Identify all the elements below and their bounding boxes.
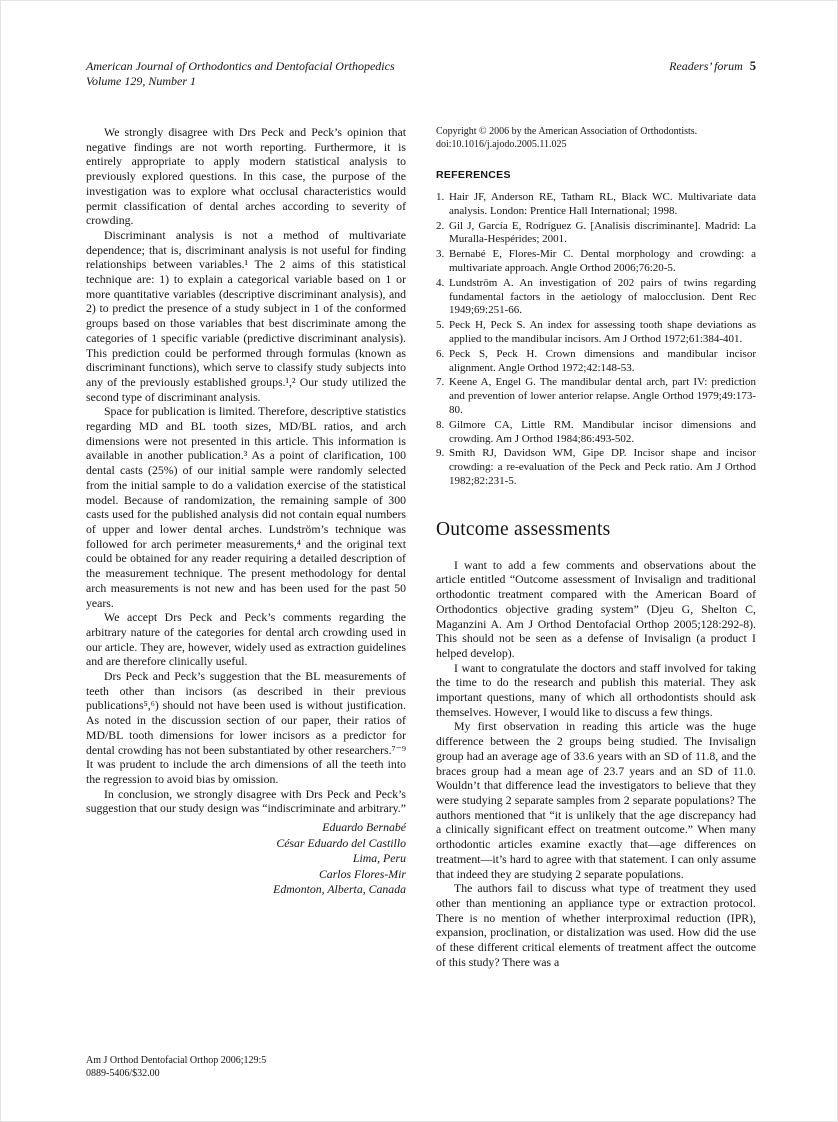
reference-item xyxy=(436,447,756,488)
reference-number: 3. xyxy=(436,248,445,261)
reference-number: 4. xyxy=(436,276,445,289)
paragraph: In conclusion, we strongly disagree with Drs Peck and Peck’s suggestion that our study design was “indiscriminate and arbitrary.” xyxy=(86,786,406,816)
journal-volume-line: Volume 129, Number 1 xyxy=(86,74,196,88)
right-column xyxy=(436,125,756,969)
paragraph: Discriminant analysis is not a method of multivariate dependence; that is, discriminant analysis is not useful for finding relationships between variables.¹ The 2 aims of this statistical technique are: 1) to explain a categorical variable based on 1 or more quantitative variables (descriptive discriminant analysis), and 2) to predict the presence of a study subject in 1 of the conformed groups based on those variables that best discriminate among the categories of 1 specific variable (predictive discriminant analysis). This prediction could be performed through formulas (known as discriminant functions), which serve to classify study subjects into any of the previously established groups.¹,² Our study utilized the second type of discriminant analysis. xyxy=(86,227,406,404)
page-header xyxy=(86,59,756,89)
signature-line: Carlos Flores-Mir xyxy=(318,866,406,881)
running-head xyxy=(669,59,756,74)
reference-item xyxy=(436,348,756,376)
reference-text: Keene A, Engel G. The mandibular dental arch, part IV: prediction and prevention of lower anterior relapse. Angle Orthod 1979;49:173-80. xyxy=(449,376,756,416)
signature-block xyxy=(86,820,406,898)
two-column-body xyxy=(86,125,756,969)
reference-number: 6. xyxy=(436,347,445,360)
reference-text: Lundström A. An investigation of 202 pairs of twins regarding fundamental factors in the aetiology of malocclusion. Dent Rec 1949;69:251-66. xyxy=(449,276,756,317)
reference-item xyxy=(436,220,756,248)
journal-title: American Journal of Orthodontics and Dentofacial Orthopedics xyxy=(86,59,395,73)
reference-item xyxy=(436,319,756,347)
page-number: 5 xyxy=(749,59,756,73)
doi-line: doi:10.1016/j.ajodo.2005.11.025 xyxy=(436,139,567,150)
paragraph: The authors fail to discuss what type of treatment they used other than mentioning an appliance type or extraction protocol. There is no mention of whether interproximal reduction (IPR), expansion, proclination, or distalization was used. How did the use of these different critical elements of treatment affect the outcome of this study? There was a xyxy=(436,881,756,969)
section-name: Readers’ forum xyxy=(669,59,743,73)
references-heading: REFERENCES xyxy=(436,169,511,181)
left-column xyxy=(86,125,406,969)
paragraph: We accept Drs Peck and Peck’s comments regarding the arbitrary nature of the categories for dental arch crowding used in our article. They are, however, widely used as extraction guidelines and are therefore clinically useful. xyxy=(86,610,406,669)
footnote-issn-line: 0889-5406/$32.00 xyxy=(86,1068,160,1079)
reference-number: 1. xyxy=(436,191,445,203)
signature-line: Lima, Peru xyxy=(352,851,406,866)
signature-line: César Eduardo del Castillo xyxy=(276,835,406,850)
reference-number: 2. xyxy=(436,219,445,232)
reference-text: Hair JF, Anderson RE, Tatham RL, Black WC. Multivariate data analysis. London: Prentice Hall International; 1998. xyxy=(449,191,756,217)
journal-identification xyxy=(86,59,395,89)
reference-text: Gil J, García E, Rodríguez G. [Analisis discriminante]. Madrid: La Muralla-Hespérides; 2001. xyxy=(449,219,756,246)
reference-text: Peck H, Peck S. An index for assessing tooth shape deviations as applied to the mandibular incisors. Am J Orthod 1972;61:384-401. xyxy=(449,319,756,345)
signature-line: Eduardo Bernabé xyxy=(322,820,406,835)
reference-item xyxy=(436,419,756,447)
reference-number: 5. xyxy=(436,319,445,332)
footnote-citation-line: Am J Orthod Dentofacial Orthop 2006;129:5 xyxy=(86,1055,267,1066)
reference-text: Smith RJ, Davidson WM, Gipe DP. Incisor shape and incisor crowding: a re-evaluation of the Peck and Peck ratio. Am J Orthod 1982;82:231-5. xyxy=(449,447,756,487)
reference-number: 9. xyxy=(436,447,445,460)
paragraph: My first observation in reading this article was the huge difference between the 2 groups being studied. The Invisalign group had an average age of 33.6 years with an SD of 11.8, and the braces group had a mean age of 23.7 years and an SD of 11.0. Wouldn’t that difference lead the investigators to believe that they were studying 2 separate samples from 2 separate populations? The authors mentioned that “it is unlikely that the age discrepancy had a clinically significant effect on treatment outcome.” When many orthodontic articles examine exactly that—age differences on treatment—it’s hard to agree with that statement. I can only assume that indeed they are studying 2 separate populations. xyxy=(436,719,756,881)
reference-item xyxy=(436,248,756,276)
copyright-line: Copyright © 2006 by the American Association of Orthodontists. xyxy=(436,126,698,137)
paragraph: I want to add a few comments and observations about the article entitled “Outcome assessment of Invisalign and traditional orthodontic treatment compared with the American Board of Orthodontics objective grading system” (Djeu G, Shelton C, Maganzini A. Am J Orthod Dentofacial Orthop 2005;128:292-8). This should not be seen as a defense of Invisalign (a product I helped develop). xyxy=(436,557,756,660)
reference-item xyxy=(436,191,756,219)
reference-text: Gilmore CA, Little RM. Mandibular incisor dimensions and crowding. Am J Orthod 1984;86:493-502. xyxy=(449,418,756,445)
citation-footnote xyxy=(86,1054,266,1080)
paragraph: Space for publication is limited. Therefore, descriptive statistics regarding MD and BL tooth sizes, MD/BL ratios, and arch dimensions were not presented in this article. This information is available in another publication.³ As a point of clarification, 100 dental casts (25%) of our initial sample were randomly selected from the initial sample to do a validation exercise of the statistical model. Because of randomization, the remaining sample of 300 casts used for the published analysis did not contain equal numbers of upper and lower dental arches. Lundström’s technique was followed for arch perimeter measurements,⁴ and the original text could be obtained for any reader requiring a detailed description of the measurement technique. The present methodology for dental arch measurements is not new and has been used for the past 50 years. xyxy=(86,404,406,610)
copyright-block xyxy=(436,125,756,151)
reference-item xyxy=(436,376,756,417)
reference-text: Bernabé E, Flores-Mir C. Dental morphology and crowding: a multivariate approach. Angle Orthod 2006;76:20-5. xyxy=(449,248,756,274)
reference-number: 8. xyxy=(436,418,445,431)
reference-item xyxy=(436,277,756,318)
paragraph: We strongly disagree with Drs Peck and Peck’s opinion that negative findings are not worth reporting. Furthermore, it is entirely appropriate to apply modern statistical analysis to previously explored questions. In this case, the purpose of the investigation was to explore what occlusal characteristics would permit classification of dental arches according to severity of crowding. xyxy=(86,125,406,228)
reference-number: 7. xyxy=(436,376,445,389)
article-section-title: Outcome assessments xyxy=(436,518,611,540)
reference-text: Peck S, Peck H. Crown dimensions and mandibular incisor alignment. Angle Orthod 1972;42:148-53. xyxy=(449,347,756,374)
paragraph: I want to congratulate the doctors and staff involved for taking the time to do the research and publish this material. They ask important questions, many of which all orthodontists should ask themselves. However, I would like to discuss a few things. xyxy=(436,660,756,719)
paragraph: Drs Peck and Peck’s suggestion that the BL measurements of teeth other than incisors (as described in their previous publications⁵,⁶) should not have been used is without justification. As noted in the discussion section of our paper, their ratios of MD/BL tooth dimensions for lower incisors as a predictor for dental crowding has not been substantiated by other researchers.⁷⁻⁹ It was prudent to include the arch dimensions of all the teeth into the regression to avoid bias by omission. xyxy=(86,669,406,786)
signature-line: Edmonton, Alberta, Canada xyxy=(273,882,406,897)
